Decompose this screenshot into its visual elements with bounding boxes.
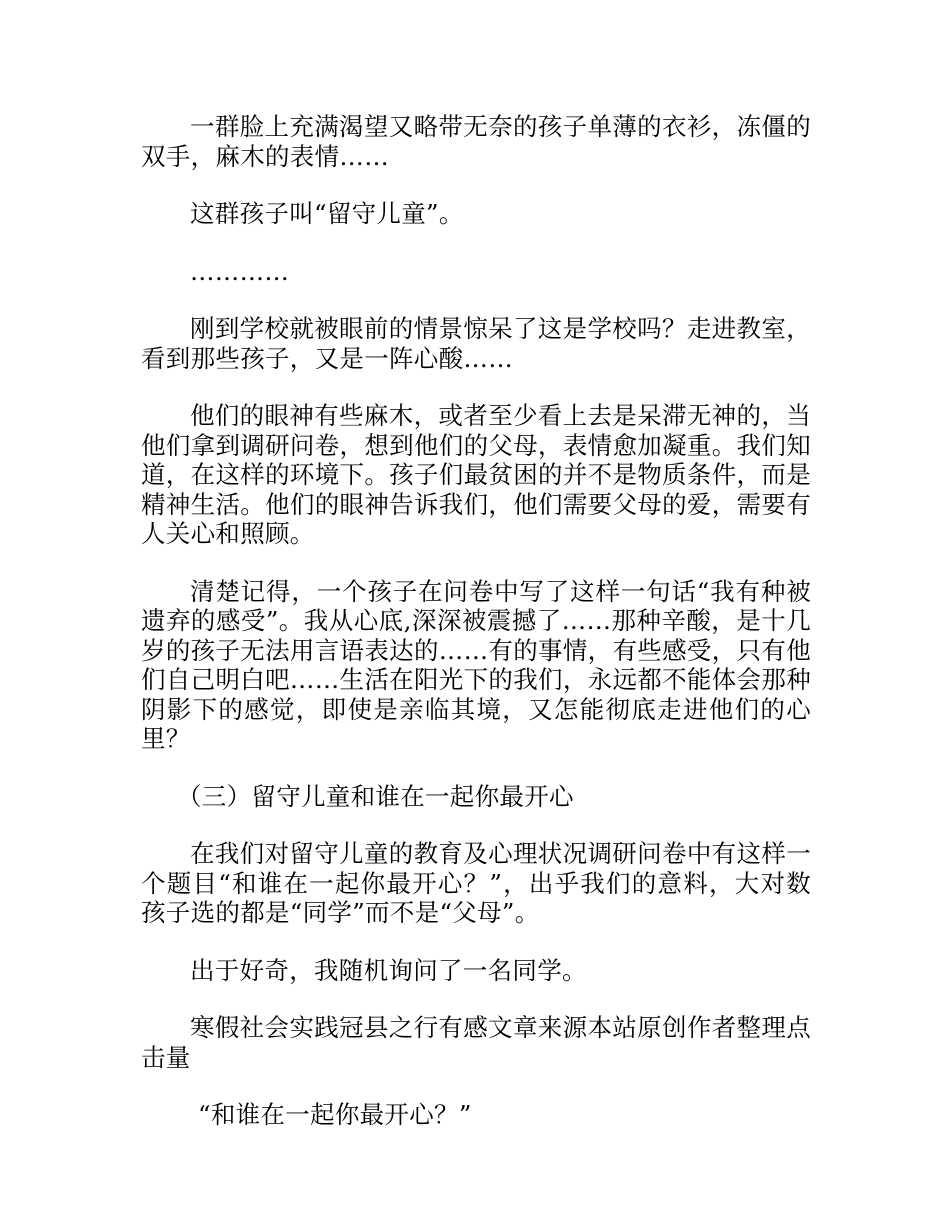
paragraph-left-behind-children: 这群孩子叫“留守儿童”。 — [190, 199, 464, 228]
paragraph-children-eyes: 他们的眼神有些麻木，或者至少看上去是呆滞无神的，当他们拿到调研问卷，想到他们的父母，表情愈加凝重。我们知道，在这样的环境下。孩子们最贫困的并不是物质条件，而是精神生活。他们的眼神告诉我们，他们需要父母的爱，需要有人关心和照顾。 — [141, 401, 811, 548]
paragraph-survey-question: 在我们对留守儿童的教育及心理状况调研问卷中有这样一个题目“和谁在一起你最开心？”，出乎我们的意料，大对数孩子选的都是“同学”而不是“父母”。 — [141, 839, 811, 927]
paragraph-arrival-at-school: 刚到学校就被眼前的情景惊呆了这是学校吗？走进教室，看到那些孩子，又是一阵心酸…… — [141, 314, 811, 373]
document-body — [141, 112, 811, 1158]
paragraph-random-inquiry: 出于好奇，我随机询问了一名同学。 — [190, 955, 587, 985]
paragraph-question-quote: “和谁在一起你最开心？” — [198, 1100, 472, 1129]
paragraph-children-description: 一群脸上充满渴望又略带无奈的孩子单薄的衣衫，冻僵的双手，麻木的表情…… — [141, 112, 811, 171]
paragraph-questionnaire-memory: 清楚记得，一个孩子在问卷中写了这样一句话“我有种被遗弃的感受”。我从心底,深深被震撼了……那种辛酸，是十几岁的孩子无法用言语表达的……有的事情，有些感受，只有他们自己明白吧……生活在阳光下的我们，永远都不能体会那种阴影下的感觉，即使是亲临其境，又怎能彻底走进他们的心里？ — [141, 576, 811, 753]
paragraph-ellipsis: ………… — [190, 256, 290, 286]
section-heading-three: （三）留守儿童和谁在一起你最开心 — [177, 781, 574, 811]
paragraph-article-source: 寒假社会实践冠县之行有感文章来源本站原创作者整理点击量 — [141, 1013, 811, 1072]
